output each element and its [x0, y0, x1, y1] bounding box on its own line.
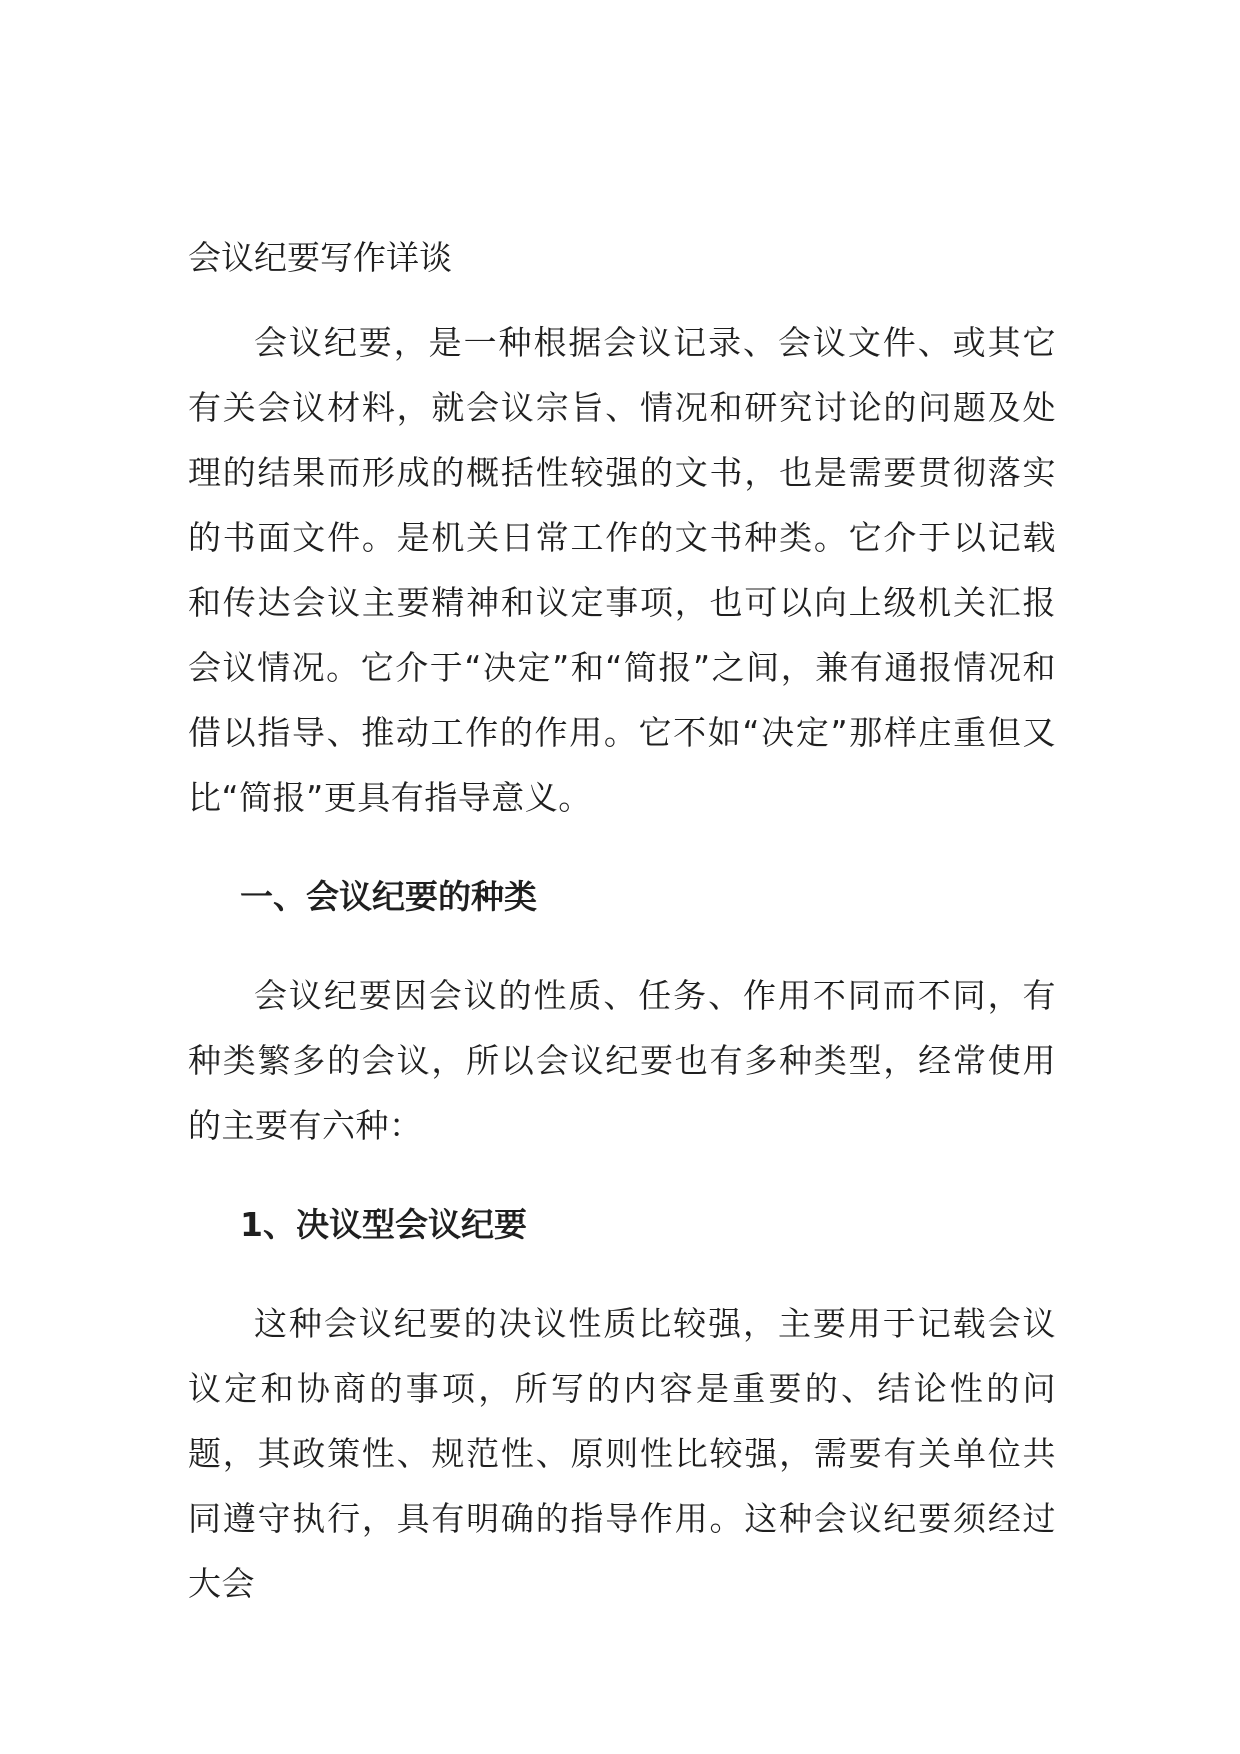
- document-title: 会议纪要写作详谈: [188, 238, 452, 277]
- document-page: [188, 236, 1056, 1616]
- section-paragraph: 会议纪要因会议的性质、任务、作用不同而不同，有种类繁多的会议，所以会议纪要也有多种类型，经常使用的主要有六种：: [188, 976, 1056, 1145]
- intro-paragraph: 会议纪要，是一种根据会议记录、会议文件、或其它有关会议材料，就会议宗旨、情况和研究讨论的问题及处理的结果而形成的概括性较强的文书，也是需要贯彻落实的书面文件。是机关日常工作的文书种类。它介于以记载和传达会议主要精神和议定事项，也可以向上级机关汇报会议情况。它介于“决定”和“简报”之间，兼有通报情况和借以指导、推动工作的作用。它不如“决定”那样庄重但又比“简报”更具有指导意义。: [188, 323, 1056, 817]
- subsection-heading: 1、决议型会议纪要: [240, 1205, 527, 1244]
- section-heading: 一、会议纪要的种类: [240, 877, 537, 916]
- subsection-paragraph: 这种会议纪要的决议性质比较强，主要用于记载会议议定和协商的事项，所写的内容是重要的、结论性的问题，其政策性、规范性、原则性比较强，需要有关单位共同遵守执行，具有明确的指导作用。这种会议纪要须经过大会: [188, 1304, 1056, 1603]
